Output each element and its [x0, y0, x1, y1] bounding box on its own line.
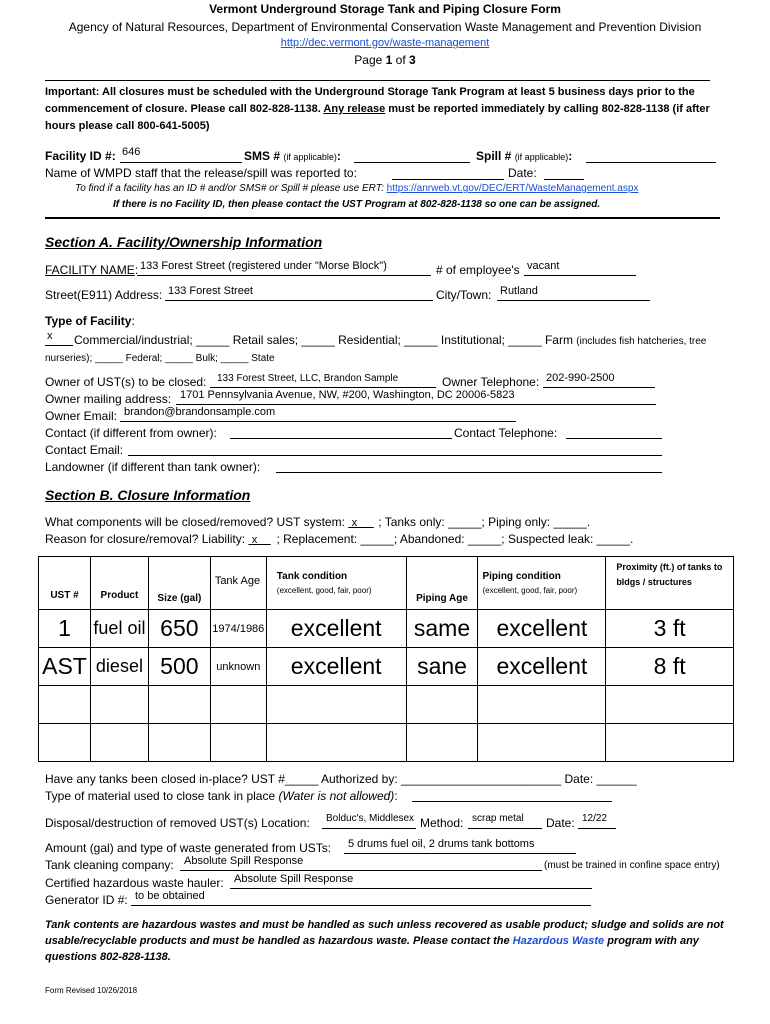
empty-cell[interactable]: [266, 724, 406, 762]
important-rest: must be reported immediately by calling 802-828-1138 (if after hours please call 800-641-5005): [45, 103, 710, 132]
commercial-line: [45, 345, 73, 346]
important-lead: Important: All closures must be scheduled with the Underground Storage Tank Program at least 5 business days prior to the commencement of closure. Please call 802-828-1138.: [45, 86, 695, 115]
email-label: Owner Email:: [45, 409, 118, 423]
cell-product[interactable]: fuel oil: [90, 610, 148, 648]
cell-piping-condition[interactable]: excellent: [478, 610, 606, 648]
cell-tank-condition[interactable]: excellent: [266, 648, 406, 686]
empty-cell[interactable]: [478, 686, 606, 724]
city-value[interactable]: Rutland: [500, 285, 538, 297]
form-title: Vermont Underground Storage Tank and Piping Closure Form: [209, 2, 561, 16]
ust-system-mark[interactable]: x: [351, 517, 358, 529]
ert-note: To find if a facility has an ID # and/or SMS# or Spill # please use ERT:: [75, 183, 384, 194]
important-notice: [45, 84, 713, 135]
generator-value[interactable]: to be obtained: [135, 890, 205, 902]
facility-id-line: [120, 162, 242, 163]
cell-piping-condition[interactable]: excellent: [478, 648, 606, 686]
wmpd-date-label: Date:: [508, 166, 537, 180]
landowner-label: Landowner (if different than tank owner):: [45, 460, 261, 474]
employees-value[interactable]: vacant: [527, 260, 560, 272]
sms-label: SMS #: [244, 149, 281, 163]
facility-name-label-row: FACILITY NAME:: [45, 263, 139, 277]
no-id-note: If there is no Facility ID, then please contact the UST Program at 802-828-1138 so one can be assigned.: [113, 199, 601, 210]
generator-line: [131, 905, 591, 906]
disposal-label: Disposal/destruction of removed UST(s) Location:: [45, 816, 310, 830]
spill-note: (if applicable): [514, 152, 569, 162]
method-value[interactable]: scrap metal: [472, 813, 524, 824]
facility-types-text[interactable]: Commercial/industrial; _____ Retail sales; _____ Residential; _____ Institutional; _____ Farm: [74, 333, 573, 347]
mailing-label: Owner mailing address:: [45, 392, 172, 406]
facility-name-label: FACILITY NAME: [45, 263, 135, 277]
table-row-empty: [39, 724, 734, 762]
owner-label: Owner of UST(s) to be closed:: [45, 375, 207, 389]
empty-cell[interactable]: [39, 686, 91, 724]
page-of: of: [395, 53, 406, 67]
tanks-only-text[interactable]: ; Tanks only: _____; Piping only: _____.: [378, 515, 591, 529]
cell-product[interactable]: diesel: [90, 648, 148, 686]
table-header-row: [39, 557, 734, 610]
table-row-empty: [39, 686, 734, 724]
amount-line: [344, 853, 576, 854]
empty-cell[interactable]: [148, 724, 210, 762]
empty-cell[interactable]: [478, 724, 606, 762]
city-line: [497, 300, 650, 301]
reason-question: [45, 532, 633, 546]
page-number: 1: [385, 53, 393, 67]
employees-line: [524, 275, 636, 276]
spill-line[interactable]: [586, 162, 716, 163]
facility-name-value[interactable]: 133 Forest Street (registered under "Morse Block"): [140, 260, 387, 272]
facility-id-value[interactable]: 646: [122, 146, 141, 158]
method-line: [468, 828, 542, 829]
header-proximity: Proximity (ft.) of tanks to bldgs / structures: [606, 557, 734, 610]
cell-tank-age[interactable]: 1974/1986: [210, 610, 266, 648]
sms-note: (if applicable): [283, 152, 337, 162]
components-question: [45, 515, 590, 529]
cell-piping-age[interactable]: sane: [406, 648, 478, 686]
divider: [45, 80, 710, 81]
empty-cell[interactable]: [406, 724, 478, 762]
facility-name-line: [137, 275, 431, 276]
table-row: [39, 610, 734, 648]
warning-text-b: program with any questions 802-828-1138.: [45, 935, 699, 963]
cell-proximity[interactable]: 3 ft: [606, 610, 734, 648]
owner-line: [210, 387, 436, 388]
facility-types-line2[interactable]: nurseries); _____ Federal; _____ Bulk; _____ State: [45, 353, 275, 364]
hazardous-warning: [45, 917, 725, 965]
table-row: [39, 648, 734, 686]
empty-cell[interactable]: [606, 724, 734, 762]
liability-mark[interactable]: x: [251, 534, 258, 546]
contact-label: Contact (if different from owner):: [45, 426, 217, 440]
wmpd-label: Name of WMPD staff that the release/spill was reported to:: [45, 166, 357, 180]
disposal-date-label: Date:: [546, 816, 575, 830]
landowner-line[interactable]: [276, 472, 662, 473]
components-q-text: What components will be closed/removed? UST system:: [45, 515, 345, 529]
sms-label-group: SMS # (if applicable):: [244, 149, 341, 163]
hauler-value[interactable]: Absolute Spill Response: [234, 873, 354, 885]
tank-table: [38, 556, 734, 762]
material-row: Type of material used to close tank in place (Water is not allowed):: [45, 789, 398, 803]
street-value[interactable]: 133 Forest Street: [168, 285, 253, 297]
owner-phone-label: Owner Telephone:: [442, 375, 540, 389]
email-value[interactable]: brandon@brandonsample.com: [124, 406, 276, 418]
cell-size[interactable]: 650: [148, 610, 210, 648]
header-tank-age: Tank Age: [210, 557, 266, 610]
disposal-date-line: [578, 828, 616, 829]
cleaning-line: [180, 870, 542, 871]
section-a-title: Section A. Facility/Ownership Information: [45, 234, 323, 250]
empty-cell[interactable]: [606, 686, 734, 724]
wmpd-line[interactable]: [392, 179, 504, 180]
header-ust: UST #: [39, 557, 91, 610]
generator-label: Generator ID #:: [45, 893, 128, 907]
cleaning-value[interactable]: Absolute Spill Response: [184, 855, 304, 867]
hauler-line: [230, 888, 592, 889]
divider: [45, 217, 720, 219]
amount-value[interactable]: 5 drums fuel oil, 2 drums tank bottoms: [348, 838, 535, 850]
city-label: City/Town:: [436, 288, 492, 302]
contact-line[interactable]: [230, 438, 452, 439]
page-total: 3: [409, 53, 416, 67]
header-piping-age: Piping Age: [406, 557, 478, 610]
empty-cell[interactable]: [90, 686, 148, 724]
farm-note: (includes fish hatcheries, tree: [576, 336, 707, 347]
page-indicator: [0, 53, 770, 67]
method-label: Method:: [420, 816, 464, 830]
header-tank-condition: Tank condition (excellent, good, fair, poor): [266, 557, 406, 610]
mailing-line: [176, 404, 656, 405]
hauler-label: Certified hazardous waste hauler:: [45, 876, 224, 890]
cell-proximity[interactable]: 8 ft: [606, 648, 734, 686]
material-note: (Water is not allowed): [278, 789, 395, 803]
cell-size[interactable]: 500: [148, 648, 210, 686]
facility-types-line1: [74, 333, 706, 347]
header-product: Product: [90, 557, 148, 610]
cell-ust[interactable]: 1: [39, 610, 91, 648]
hazardous-waste-link[interactable]: Hazardous Waste: [512, 935, 605, 947]
agency-line: Agency of Natural Resources, Department of Environmental Conservation Waste Management and Prevention Division: [68, 20, 702, 34]
contact-email-label: Contact Email:: [45, 443, 124, 457]
header-url-row: [0, 37, 770, 49]
empty-cell[interactable]: [39, 724, 91, 762]
waste-management-link[interactable]: http://dec.vermont.gov/waste-management: [280, 37, 490, 49]
ert-note-row: [75, 183, 638, 194]
warning-text-a: Tank contents are hazardous wastes and must be handled as such unless recovered as usable product; sludge and solids are not usable/recyclable products and must be handled as hazardous waste. Please contact the: [45, 919, 724, 947]
employees-label: # of employee's: [436, 263, 520, 277]
contact-phone-label: Contact Telephone:: [454, 426, 558, 440]
empty-cell[interactable]: [148, 686, 210, 724]
page-prefix: Page: [354, 53, 383, 67]
sms-line[interactable]: [354, 162, 470, 163]
cell-ust[interactable]: AST: [39, 648, 91, 686]
section-b-title: Section B. Closure Information: [45, 487, 251, 503]
disposal-date-value[interactable]: 12/22: [582, 813, 608, 824]
amount-label: Amount (gal) and type of waste generated from USTs:: [45, 841, 332, 855]
any-release: Any release: [323, 103, 386, 115]
inplace-question[interactable]: Have any tanks been closed in-place? UST #_____ Authorized by: ________________________ Date: ______: [45, 772, 637, 786]
type-of-facility-label: Type of Facility:: [45, 314, 135, 328]
cleaning-label: Tank cleaning company:: [45, 858, 174, 872]
owner-value[interactable]: 133 Forest Street, LLC, Brandon Sample: [217, 373, 399, 384]
cell-piping-age[interactable]: same: [406, 610, 478, 648]
reason-rest-text[interactable]: ; Replacement: _____; Abandoned: _____; Suspected leak: _____.: [276, 532, 634, 546]
cleaning-note: (must be trained in confine space entry): [544, 860, 720, 871]
header-size: Size (gal): [148, 557, 210, 610]
cell-tank-condition[interactable]: excellent: [266, 610, 406, 648]
material-line[interactable]: [412, 801, 612, 802]
owner-phone-value[interactable]: 202-990-2500: [546, 372, 615, 384]
empty-cell[interactable]: [210, 724, 266, 762]
disposal-value[interactable]: Bolduc's, Middlesex: [326, 813, 415, 824]
cell-tank-age[interactable]: unknown: [210, 648, 266, 686]
contact-email-line[interactable]: [128, 455, 662, 456]
spill-label: Spill #: [476, 149, 512, 163]
spill-label-group: Spill # (if applicable):: [476, 149, 573, 163]
facility-id-label: Facility ID #:: [45, 149, 116, 163]
empty-cell[interactable]: [266, 686, 406, 724]
street-label: Street(E911) Address:: [45, 288, 163, 302]
email-line: [120, 421, 516, 422]
mailing-value[interactable]: 1701 Pennsylvania Avenue, NW, #200, Washington, DC 20006-5823: [180, 389, 515, 401]
contact-phone-line[interactable]: [566, 438, 662, 439]
ert-link[interactable]: https://anrweb.vt.gov/DEC/ERT/WasteManagement.aspx: [386, 183, 639, 194]
header-piping-condition: Piping condition (excellent, good, fair, poor): [478, 557, 606, 610]
disposal-line: [322, 828, 416, 829]
empty-cell[interactable]: [406, 686, 478, 724]
material-label: Type of material used to close tank in place: [45, 789, 276, 803]
street-line: [165, 300, 433, 301]
empty-cell[interactable]: [90, 724, 148, 762]
wmpd-date-line[interactable]: [544, 179, 584, 180]
form-revised: Form Revised 10/26/2018: [45, 986, 138, 995]
reason-q-text: Reason for closure/removal? Liability:: [45, 532, 246, 546]
owner-phone-line: [543, 387, 655, 388]
commercial-mark[interactable]: x: [47, 330, 53, 342]
empty-cell[interactable]: [210, 686, 266, 724]
